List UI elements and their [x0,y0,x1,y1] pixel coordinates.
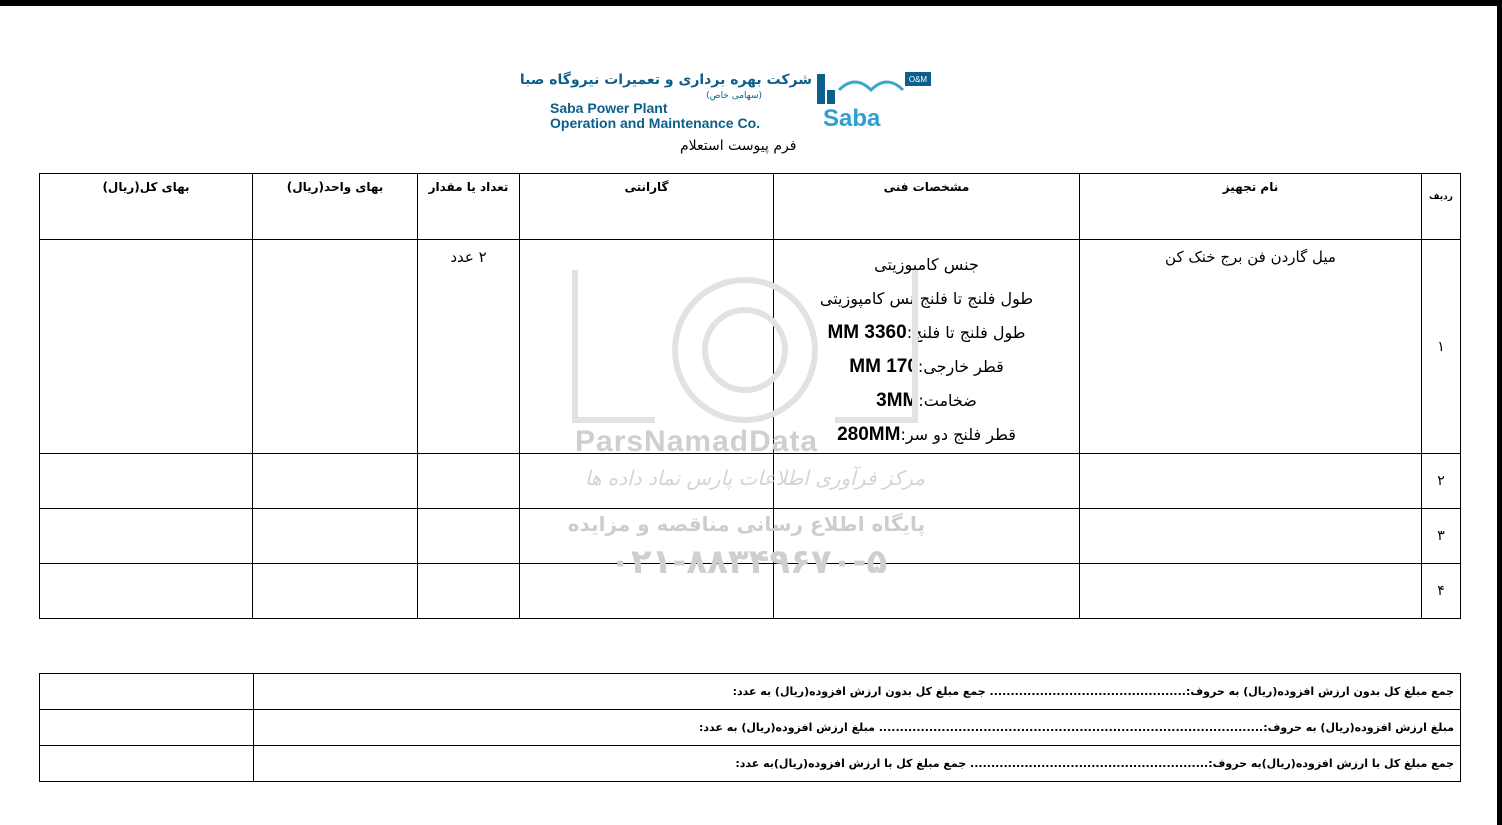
vat-amount-value[interactable] [40,710,254,746]
tech-specs[interactable] [774,454,1080,509]
header-total-price: بهای کل(ریال) [40,174,253,240]
spec-line: ضخامت:3MM [876,390,977,411]
table-row [40,240,1461,454]
spec-line: قطر فلنج دو سر:280MM [837,424,1016,445]
spec-line: جنس کامپوزیتی [874,255,979,274]
equipment-name[interactable] [1080,454,1422,509]
items-table [39,173,1461,619]
company-header [519,64,960,154]
company-name-fa: شرکت بهره برداری و تعمیرات نیروگاه صبا [519,72,812,88]
total-without-vat-label: جمع مبلغ کل بدون ارزش افزوده(ریال) به حروف:............................................... جمع مبلغ کل بدون ارزش افزوده(ریال) به عدد: [254,674,1461,710]
company-name-en-line1: Saba Power Plant [550,100,668,116]
header-warranty: گارانتی [520,174,774,240]
total-without-vat-value[interactable] [40,674,254,710]
saba-logo [815,68,935,132]
quantity-cell[interactable] [418,564,520,619]
tech-specs[interactable] [774,564,1080,619]
unit-price-cell[interactable] [253,454,418,509]
warranty-cell[interactable] [520,564,774,619]
spec-line: طول فلنج تا فلنج:نس کامپوزیتی [819,289,1034,308]
right-border [1497,0,1502,825]
row-number: ۴ [1422,564,1461,619]
watermark-line1: مرکز فرآوری اطلاعات پارس نماد داده ها [584,466,925,490]
totals-row [40,674,1461,710]
table-row [40,564,1461,619]
company-name-en-line2: Operation and Maintenance Co. [550,115,761,131]
tech-specs [774,240,1080,454]
logo-badge: O&M [908,75,928,84]
quantity-cell[interactable] [418,454,520,509]
equipment-name[interactable] [1080,509,1422,564]
header-equipment-name: نام تجهیز [1080,174,1422,240]
warranty-cell[interactable] [520,509,774,564]
unit-price-cell[interactable] [253,240,418,454]
header-quantity: تعداد یا مقدار [418,174,520,240]
total-price-cell[interactable] [40,454,253,509]
table-row [40,454,1461,509]
totals-row [40,746,1461,782]
total-price-cell[interactable] [40,564,253,619]
vat-amount-label: مبلغ ارزش افزوده(ریال) به حروف:............................................................................................ مبلغ ارزش افزوده(ریال) به عدد: [254,710,1461,746]
table-row [40,509,1461,564]
row-number: ۱ [1422,240,1461,454]
unit-price-cell[interactable] [253,564,418,619]
warranty-cell[interactable] [520,454,774,509]
equipment-name: میل گاردن فن برج خنک کن [1080,240,1422,454]
totals-row [40,710,1461,746]
tech-specs[interactable] [774,509,1080,564]
spec-line: قطر خارجی:170 MM [849,356,1004,377]
total-price-cell[interactable] [40,509,253,564]
quantity-cell[interactable] [418,509,520,564]
watermark-line2: پایگاه اطلاع رسانی مناقصه و مزایده [567,512,925,536]
company-type: (سهامی خاص) [706,91,762,101]
watermark-brand: ParsNamadData [575,425,819,458]
header-row-no: ردیف [1422,174,1461,240]
header-tech-specs: مشخصات فنی [774,174,1080,240]
form-title: فرم پیوست استعلام [680,138,797,154]
watermark-phone: ۰۲۱-۸۸۳۴۹۶۷۰-۵ [610,542,888,582]
logo-wordmark: Saba [823,105,881,132]
top-border [0,0,1502,6]
totals-table [39,673,1461,782]
table-header-row [40,174,1461,240]
header-unit-price: بهای واحد(ریال) [253,174,418,240]
equipment-name[interactable] [1080,564,1422,619]
row-number: ۳ [1422,509,1461,564]
total-with-vat-label: جمع مبلغ کل با ارزش افزوده(ریال)به حروف:......................................................... جمع مبلغ کل با ارزش افزوده(ریال)به عدد: [254,746,1461,782]
total-with-vat-value[interactable] [40,746,254,782]
spec-line: طول فلنج تا فلنج:3360 MM [827,322,1026,343]
quantity-cell: ۲ عدد [418,240,520,454]
unit-price-cell[interactable] [253,509,418,564]
warranty-cell[interactable] [520,240,774,454]
row-number: ۲ [1422,454,1461,509]
total-price-cell[interactable] [40,240,253,454]
